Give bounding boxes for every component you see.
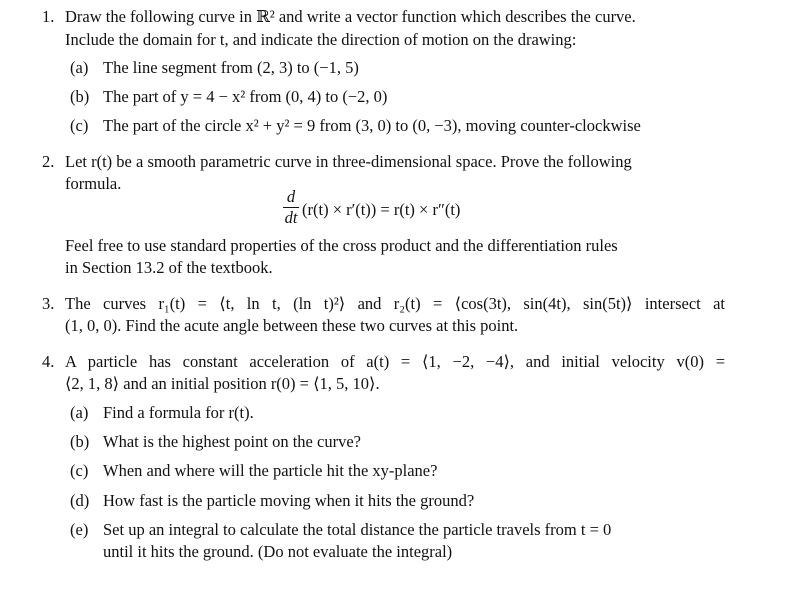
part-text: What is the highest point on the curve?: [103, 432, 361, 451]
part-label: (d): [70, 491, 90, 510]
part-text: The line segment from (2, 3) to (−1, 5): [103, 58, 359, 77]
problem-3-text: (1, 0, 0). Find the acute angle between these two curves at this point.: [65, 316, 519, 335]
problem-2-note: in Section 13.2 of the textbook.: [65, 258, 273, 277]
problem-1-text: Draw the following curve in ℝ² and write a vector function which describes the curve.: [65, 7, 636, 26]
problem-1-text: Include the domain for t, and indicate the direction of motion on the drawing:: [65, 30, 577, 49]
part-label: (a): [70, 403, 89, 422]
fraction-numerator: d: [286, 187, 296, 206]
part-label: (c): [70, 116, 89, 135]
problem-2-text: Let r(t) be a smooth parametric curve in three-dimensional space. Prove the following: [65, 152, 632, 171]
part-label: (b): [70, 432, 90, 451]
fraction-denominator: dt: [284, 208, 298, 227]
part-text: How fast is the particle moving when it hits the ground?: [103, 491, 475, 510]
problem-4-number: 4.: [42, 352, 55, 371]
part-text: until it hits the ground. (Do not evaluate the integral): [103, 542, 453, 561]
part-label: (b): [70, 87, 90, 106]
part-label: (e): [70, 520, 89, 539]
part-text: Find a formula for r(t).: [103, 403, 254, 422]
part-text: The part of the circle x² + y² = 9 from (3, 0) to (0, −3), moving counter-clockwise: [103, 116, 641, 135]
part-label: (c): [70, 461, 89, 480]
problem-1-number: 1.: [42, 7, 55, 26]
problem-3-number: 3.: [42, 294, 55, 313]
formula-expression: (r(t) × r′(t)) = r(t) × r″(t): [302, 200, 461, 219]
problem-2-note: Feel free to use standard properties of the cross product and the differentiation rules: [65, 236, 618, 255]
problem-4-text: A particle has constant acceleration of a(t) = ⟨1, −2, −4⟩, and initial velocity v(0) =: [65, 352, 725, 371]
part-text: When and where will the particle hit the xy-plane?: [103, 461, 438, 480]
part-text: The part of y = 4 − x² from (0, 4) to (−2, 0): [103, 87, 388, 106]
problem-2-text: formula.: [65, 174, 122, 193]
part-label: (a): [70, 58, 89, 77]
problem-4-text: ⟨2, 1, 8⟩ and an initial position r(0) = ⟨1, 5, 10⟩.: [65, 374, 380, 393]
part-text: Set up an integral to calculate the total distance the particle travels from t = 0: [103, 520, 612, 539]
derivative-fraction: [283, 188, 299, 227]
problem-2-number: 2.: [42, 152, 55, 171]
problem-3-text: The curves r₁(t) = ⟨t, ln t, (ln t)²⟩ and r₂(t) = ⟨cos(3t), sin(4t), sin(5t)⟩ intersect at: [65, 294, 725, 313]
